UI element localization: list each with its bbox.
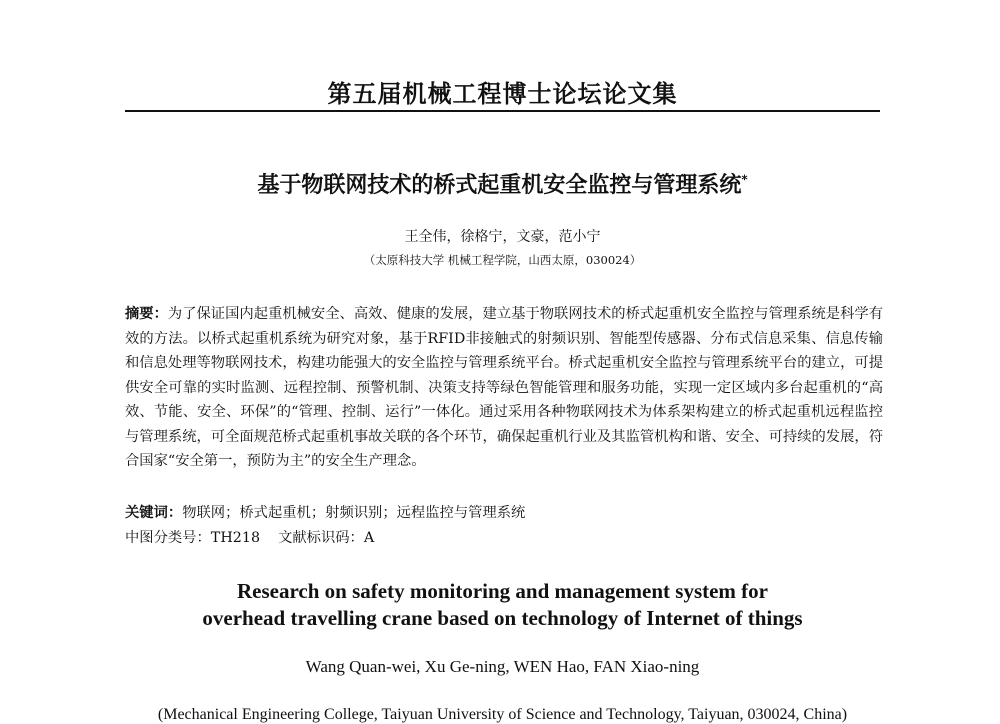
classification-line	[125, 528, 883, 548]
abstract-label: 摘要：	[125, 306, 168, 322]
clc-label: 中图分类号：	[125, 530, 211, 546]
title-english-line-2: overhead travelling crane based on technology of Internet of things	[202, 606, 803, 630]
title-chinese-text: 基于物联网技术的桥式起重机安全监控与管理系统	[257, 173, 742, 198]
title-chinese	[150, 168, 855, 199]
running-head: 第五届机械工程博士论坛论文集	[327, 79, 678, 108]
affiliation-chinese: （太原科技大学 机械工程学院，山西太原，030024）	[363, 253, 642, 267]
authors-chinese: 王全伟，徐格宁，文豪，范小宁	[404, 229, 601, 245]
header-rule	[125, 110, 880, 112]
doc-code-label: 文献标识码：	[278, 530, 364, 546]
title-footnote-mark: *	[741, 172, 748, 187]
doc-code-value: A	[363, 530, 375, 546]
keywords-label: 关键词：	[125, 505, 183, 521]
abstract-text: 为了保证国内起重机械安全、高效、健康的发展，建立基于物联网技术的桥式起重机安全监控与管理系统是科学有效的方法。以桥式起重机系统为研究对象，基于RFID非接触式的射频识别、智能型传感器、分布式信息采集、信息传输和信息处理等物联网技术，构建功能强大的安全监控与管理系统平台。桥式起重机安全监控与管理系统平台的建立，可提供安全可靠的实时监测、远程控制、预警机制、决策支持等绿色智能管理和服务功能，实现一定区域内多台起重机的“高效、节能、安全、环保”的“管理、控制、运行”一体化。通过采用各种物联网技术为体系架构建立的桥式起重机远程监控与管理系统，可全面规范桥式起重机事故关联的各个环节，确保起重机行业及其监管机构和谐、安全、可持续的发展，符合国家“安全第一，预防为主”的安全生产理念。	[125, 306, 883, 469]
title-english-line-1: Research on safety monitoring and management system for	[237, 579, 768, 603]
clc-value: TH218	[210, 530, 261, 546]
keywords-text: 物联网；桥式起重机；射频识别；远程监控与管理系统	[182, 505, 526, 521]
affiliation-english: (Mechanical Engineering College, Taiyuan University of Science and Technology, Taiyuan, 030024, China)	[157, 706, 848, 723]
title-english	[120, 578, 885, 632]
authors-english: Wang Quan-wei, Xu Ge-ning, WEN Hao, FAN Xiao-ning	[305, 657, 700, 676]
abstract-chinese	[125, 302, 883, 474]
keywords-chinese	[125, 503, 883, 523]
